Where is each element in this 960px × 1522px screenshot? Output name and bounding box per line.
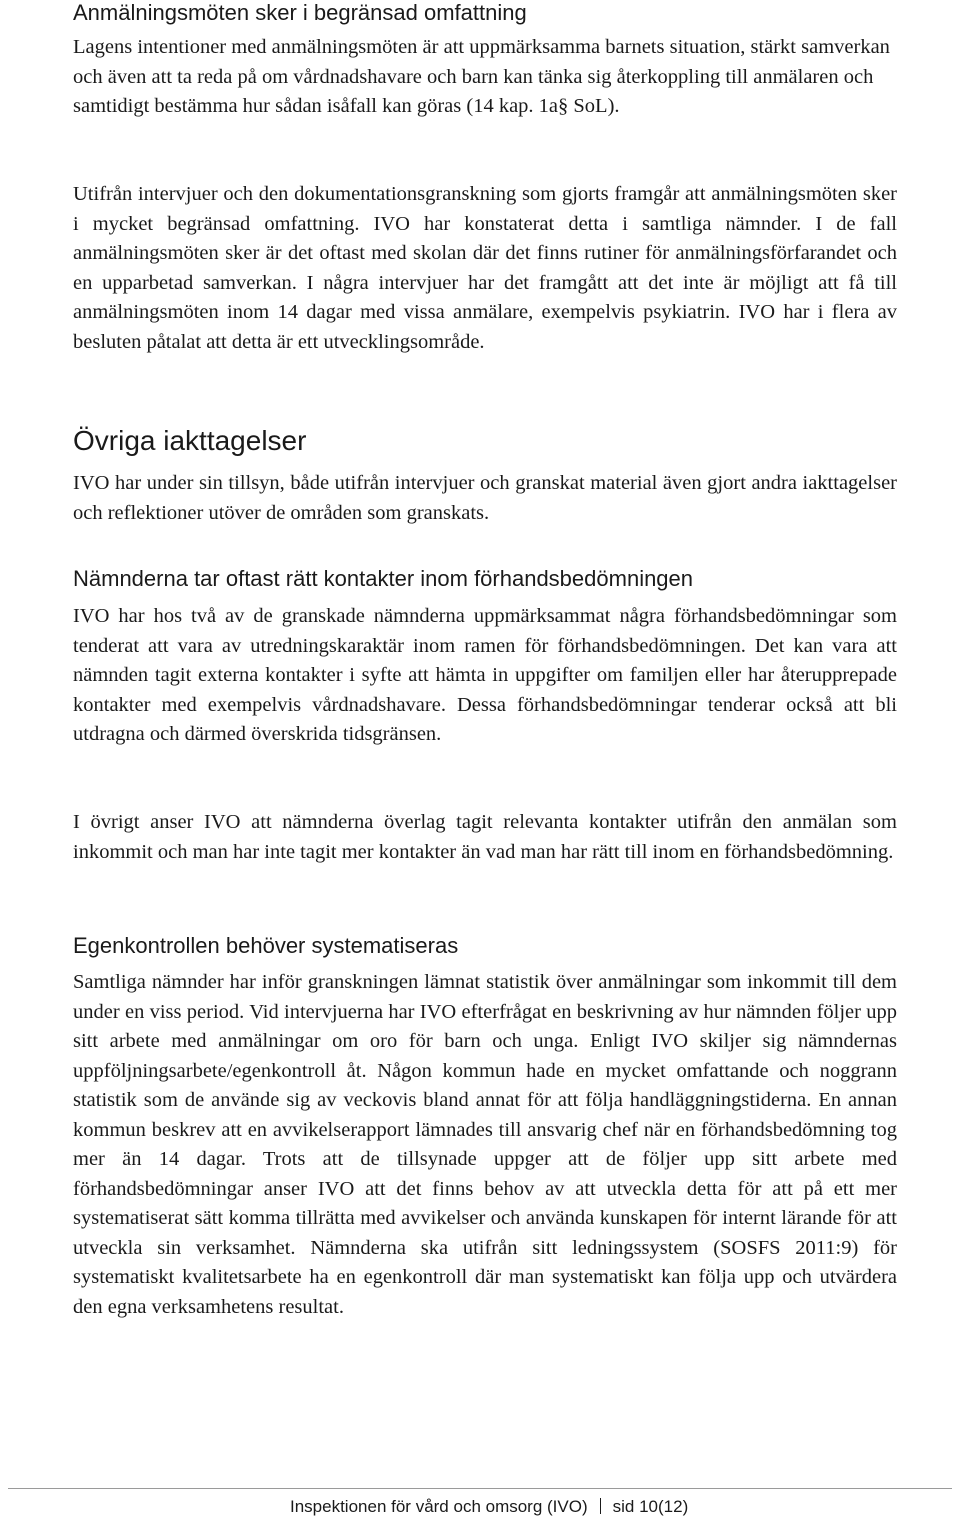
paragraph-samtliga-namnder: Samtliga nämnder har inför granskningen lämnat statistik över anmälningar som inkommit till dem under en viss period. Vid intervjuerna har IVO efterfrågat en beskrivning av hur nämnden följer upp sitt arbete med anmälningar om oro för barn och unga. Enligt IVO skiljer sig nämndernas uppföljningsarbete/egenkontroll åt. Någon kommun hade en mycket omfattande och noggrann statistik som de använde sig av veckovis bland annat för att följa handläggningstiderna. En annan kommun beskrev att en avvikelserapport lämnades till ansvarig chef när en förhandsbedömning tog mer än 14 dagar. Trots att de tillsynade uppger att de följer upp sitt arbete med förhandsbedömningar anser IVO att det finns behov av att utveckla detta för att på ett mer systematiserat sätt komma tillrätta med avvikelser och använda kunskapen för internt lärande för att utveckla sin verksamhet. Nämnderna ska utifrån sitt ledningssystem (SOSFS 2011:9) för systematiskt kvalitetsarbete ha en egenkontroll där man systematiskt kan följa upp och utvärdera den egna verksamhetens resultat. bbox=[73, 971, 897, 1318]
paragraph-lagens-intentioner: Lagens intentioner med anmälningsmöten är att uppmärksamma barnets situation, stärkt samverkan och även att ta reda på om vårdnadshavare och barn kan tänka sig återkoppling till anmälaren och samtidigt bestämma hur sådan isåfall kan göras (14 kap. 1a§ SoL). bbox=[73, 36, 890, 117]
paragraph-ivo-har-under: IVO har under sin tillsyn, både utifrån intervjuer och granskat material även gjort andra iakttagelser och reflektioner utöver de områden som granskats. bbox=[73, 472, 897, 524]
paragraph-ivo-har-hos-tva: IVO har hos två av de granskade nämnderna uppmärksammat några förhandsbedömningar som tenderat att vara av utredningskaraktär inom ramen för förhandsbedömningen. Det kan vara att nämnden tagit externa kontakter i syfte att hämta in uppgifter om familjen eller har återupprepade kontakter med exempelvis vårdnadshavare. Dessa förhandsbedömningar tenderar också att bli utdragna och därmed överskrida tidsgränsen. bbox=[73, 605, 897, 745]
footer-organization: Inspektionen för vård och omsorg (IVO) bbox=[290, 1497, 588, 1516]
section-heading-namnderna-tar-kontakter: Nämnderna tar oftast rätt kontakter inom förhandsbedömningen bbox=[73, 566, 694, 591]
section-heading-ovriga-iakttagelser: Övriga iakttagelser bbox=[73, 425, 307, 456]
footer-page-number: sid 10(12) bbox=[612, 1497, 689, 1516]
page-footer bbox=[290, 1496, 688, 1518]
footer-separator bbox=[600, 1498, 601, 1514]
footer-divider bbox=[8, 1488, 952, 1489]
section-heading-anmalningsmoten: Anmälningsmöten sker i begränsad omfattning bbox=[73, 0, 527, 25]
section-heading-egenkontrollen: Egenkontrollen behöver systematiseras bbox=[73, 933, 459, 958]
paragraph-i-ovrigt-anser: I övrigt anser IVO att nämnderna överlag tagit relevanta kontakter utifrån den anmälan som inkommit och man har inte tagit mer kontakter än vad man har rätt till inom en förhandsbedömning. bbox=[73, 811, 897, 863]
paragraph-utifran-intervjuer: Utifrån intervjuer och den dokumentationsgranskning som gjorts framgår att anmälningsmöten sker i mycket begränsad omfattning. IVO har konstaterat detta i samtliga nämnder. I de fall anmälningsmöten sker är det oftast med skolan där det finns rutiner för anmälningsförfarandet och en upparbetad samverkan. I några intervjuer har det framgått att det inte är möjligt att få till anmälningsmöten inom 14 dagar med vissa anmälare, exempelvis psykiatrin. IVO har i flera av besluten påtalat att detta är ett utvecklingsområde. bbox=[73, 183, 897, 353]
